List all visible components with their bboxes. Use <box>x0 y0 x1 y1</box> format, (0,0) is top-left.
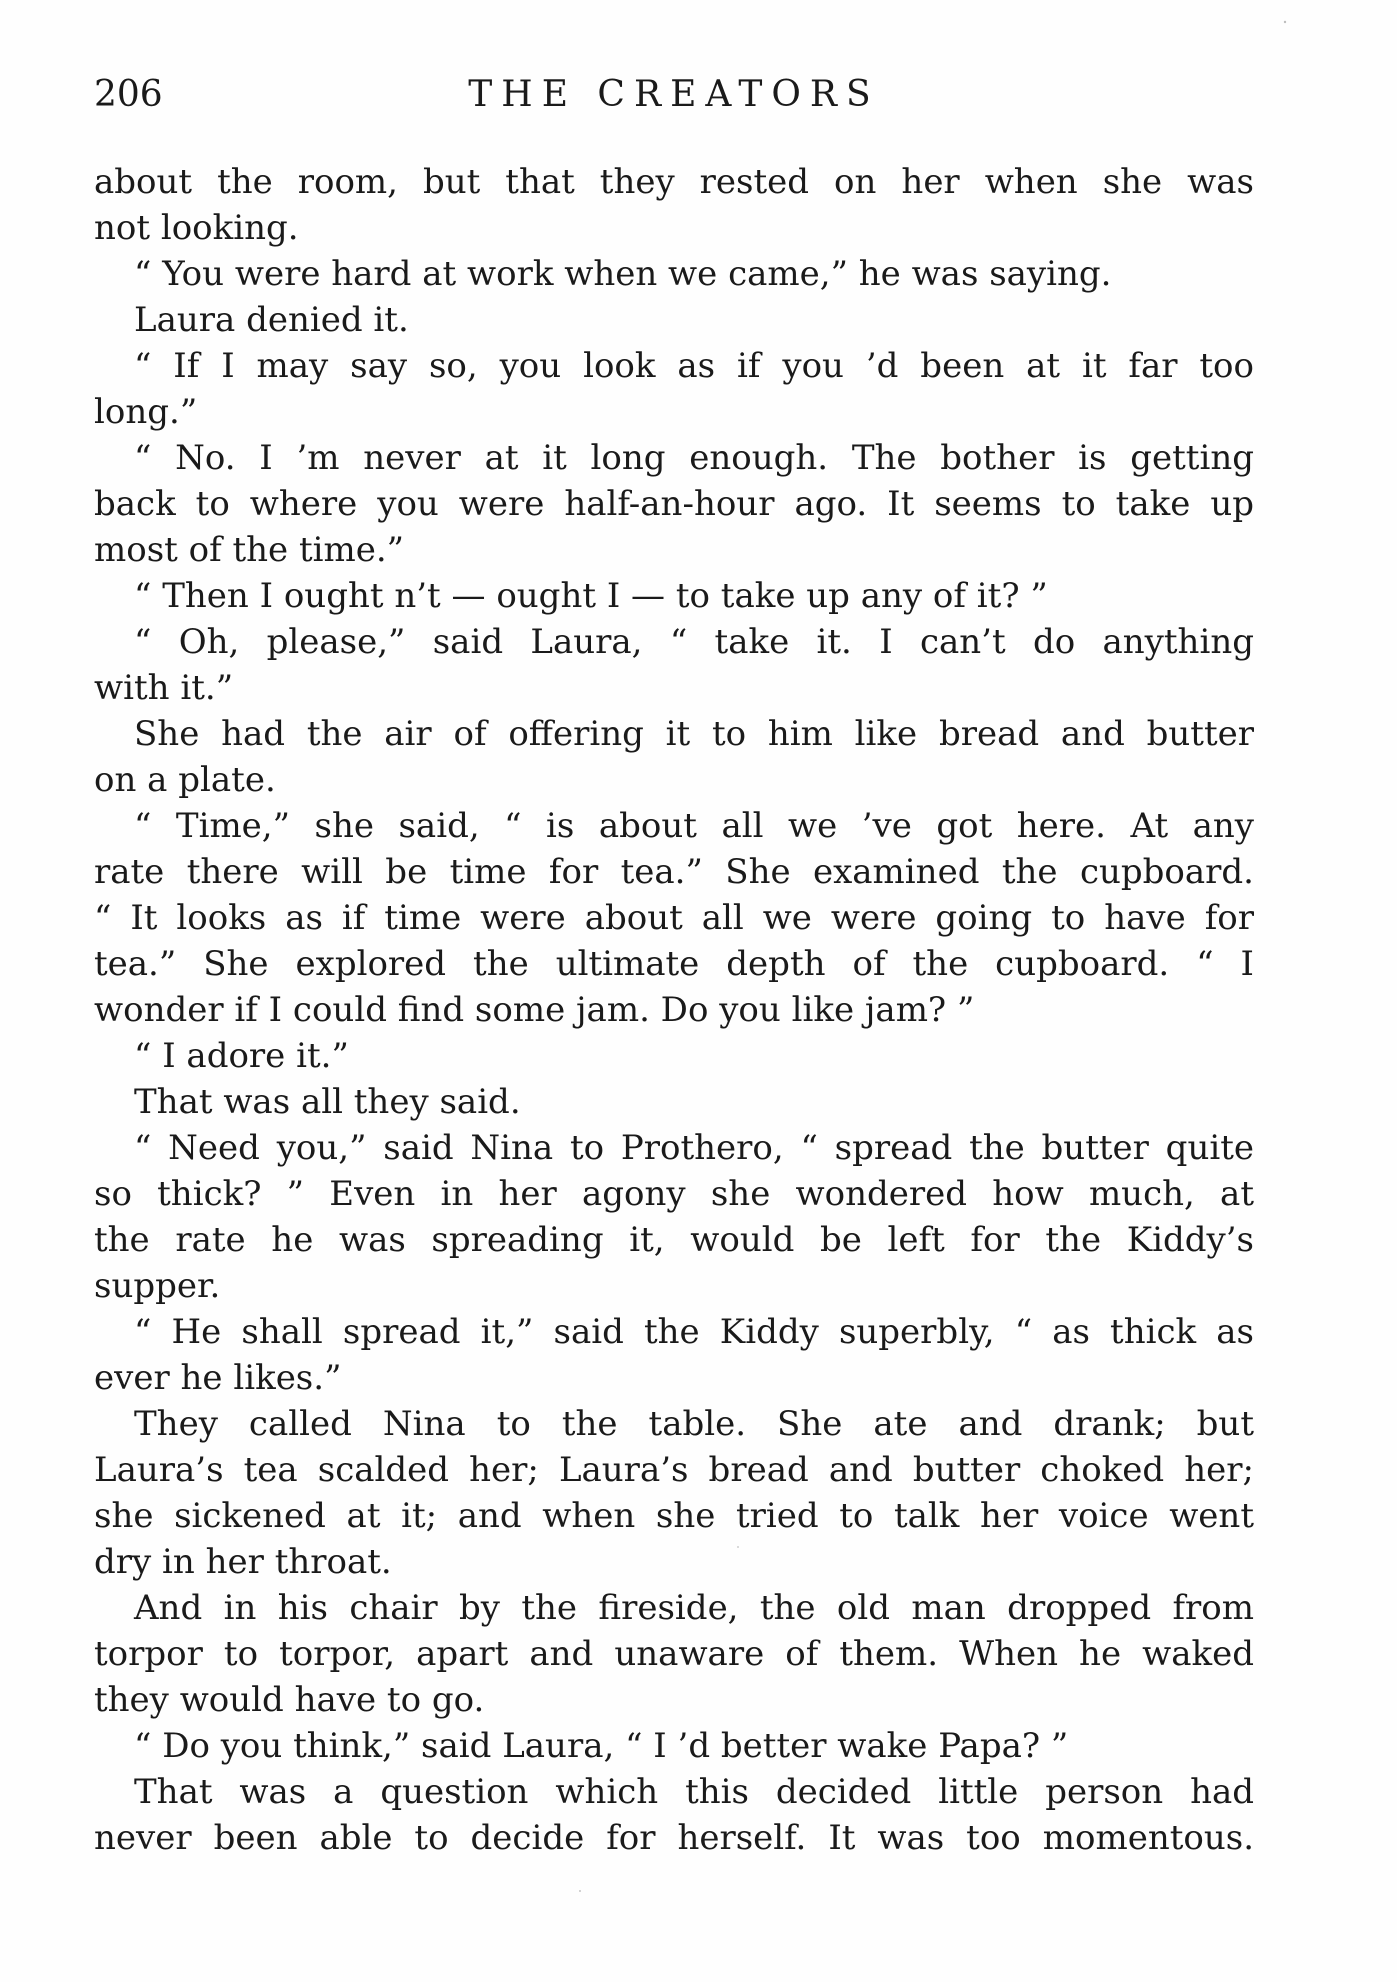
text-line-content: And in his chair by the fireside, the old man dropped from <box>134 1588 1254 1628</box>
text-line-content: most of the time.” <box>94 530 405 570</box>
text-line <box>94 1033 1254 1079</box>
text-line-content: That was all they said. <box>134 1082 521 1122</box>
text-line-content: the rate he was spreading it, would be left for the Kiddy’s <box>94 1220 1254 1260</box>
text-line <box>94 1125 1254 1171</box>
text-line-content: on a plate. <box>94 760 276 800</box>
text-line <box>94 1447 1254 1493</box>
text-line <box>94 481 1254 527</box>
text-line-content: “ If I may say so, you look as if you ’d been at it far too <box>134 346 1254 386</box>
page-number: 206 <box>94 74 163 115</box>
text-line <box>94 711 1254 757</box>
paper-speck <box>579 1890 581 1892</box>
text-line <box>94 1309 1254 1355</box>
text-line-content: about the room, but that they rested on her when she was <box>94 162 1254 202</box>
text-line-content: back to where you were half-an-hour ago. It seems to take up <box>94 484 1254 524</box>
text-line <box>94 1217 1254 1263</box>
text-line-content: she sickened at it; and when she tried to talk her voice went <box>94 1496 1254 1536</box>
text-line <box>94 1171 1254 1217</box>
text-line <box>94 941 1254 987</box>
text-line-content: torpor to torpor, apart and unaware of them. When he waked <box>94 1634 1254 1674</box>
text-line <box>94 435 1254 481</box>
text-line <box>94 757 1254 803</box>
text-line-content: long.” <box>94 392 198 432</box>
text-line <box>94 1631 1254 1677</box>
text-line <box>94 527 1254 573</box>
body-text <box>94 159 1254 1861</box>
text-line-content: with it.” <box>94 668 234 708</box>
text-line <box>94 205 1254 251</box>
text-line-content: “ No. I ’m never at it long enough. The bother is getting <box>134 438 1254 478</box>
text-line <box>94 251 1254 297</box>
text-line <box>94 665 1254 711</box>
text-line <box>94 1401 1254 1447</box>
text-line <box>94 1355 1254 1401</box>
text-line-content: “ Do you think,” said Laura, “ I ’d better wake Papa? ” <box>134 1726 1069 1766</box>
text-line-content: “ He shall spread it,” said the Kiddy superbly, “ as thick as <box>134 1312 1254 1352</box>
paper-speck <box>1284 21 1286 23</box>
text-line <box>94 159 1254 205</box>
text-line-content: they would have to go. <box>94 1680 485 1720</box>
text-line-content: Laura denied it. <box>134 300 409 340</box>
text-line <box>94 389 1254 435</box>
text-line-content: They called Nina to the table. She ate and drank; but <box>134 1404 1254 1444</box>
text-line-content: wonder if I could find some jam. Do you like jam? ” <box>94 990 975 1030</box>
text-line <box>94 1723 1254 1769</box>
text-line <box>94 895 1254 941</box>
text-line <box>94 1769 1254 1815</box>
text-line-content: “ I adore it.” <box>134 1036 349 1076</box>
text-line <box>94 803 1254 849</box>
text-line-content: She had the air of offering it to him like bread and butter <box>134 714 1254 754</box>
text-line <box>94 987 1254 1033</box>
text-line-content: ever he likes.” <box>94 1358 342 1398</box>
text-line-content: Laura’s tea scalded her; Laura’s bread and butter choked her; <box>94 1450 1254 1490</box>
text-line-content: “ It looks as if time were about all we were going to have for <box>94 898 1254 938</box>
text-line <box>94 1815 1254 1861</box>
text-line <box>94 343 1254 389</box>
text-line-content: not looking. <box>94 208 299 248</box>
page-header <box>94 74 1254 134</box>
text-line <box>94 1677 1254 1723</box>
text-line <box>94 849 1254 895</box>
text-line-content: never been able to decide for herself. It was too momentous. <box>94 1818 1254 1858</box>
text-line <box>94 1493 1254 1539</box>
text-line <box>94 297 1254 343</box>
text-line-content: “ Need you,” said Nina to Prothero, “ spread the butter quite <box>134 1128 1254 1168</box>
text-line-content: dry in her throat. <box>94 1542 392 1582</box>
text-line-content: supper. <box>94 1266 221 1306</box>
text-line <box>94 619 1254 665</box>
text-line <box>94 1079 1254 1125</box>
text-line-content: “ Oh, please,” said Laura, “ take it. I can’t do anything <box>134 622 1254 662</box>
text-line <box>94 1585 1254 1631</box>
text-line-content: rate there will be time for tea.” She examined the cupboard. <box>94 852 1254 892</box>
text-line-content: “ Then I ought n’t — ought I — to take up any of it? ” <box>134 576 1048 616</box>
text-line-content: “ Time,” she said, “ is about all we ’ve got here. At any <box>134 806 1254 846</box>
text-line-content: That was a question which this decided little person had <box>134 1772 1254 1812</box>
text-line <box>94 573 1254 619</box>
text-line-content: so thick? ” Even in her agony she wondered how much, at <box>94 1174 1254 1214</box>
text-line <box>94 1263 1254 1309</box>
text-line-content: “ You were hard at work when we came,” he was saying. <box>134 254 1112 294</box>
text-line <box>94 1539 1254 1585</box>
text-line-content: tea.” She explored the ultimate depth of the cupboard. “ I <box>94 944 1254 984</box>
running-title: THE CREATORS <box>468 74 880 115</box>
